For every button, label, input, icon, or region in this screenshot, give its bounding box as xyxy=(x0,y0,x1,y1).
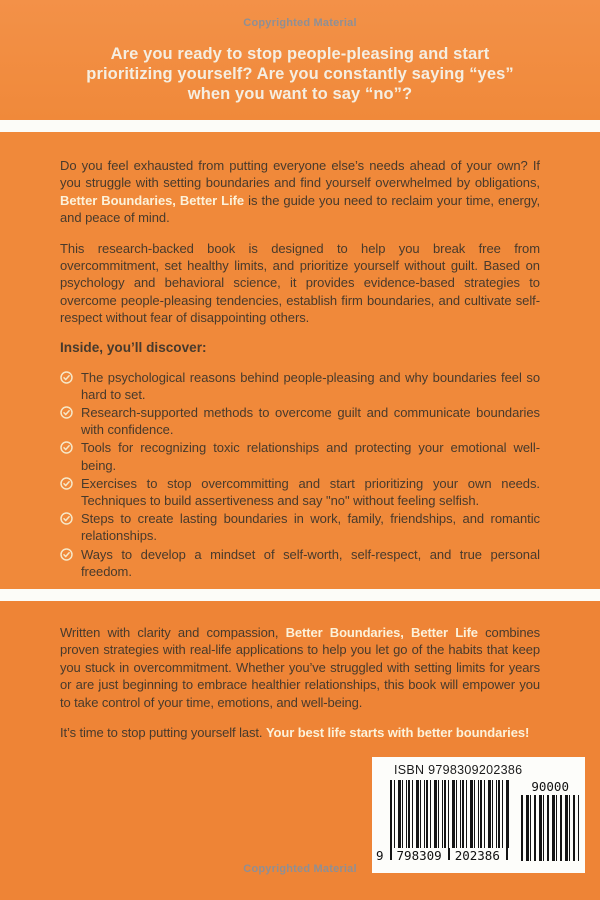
closing-paragraph-2 xyxy=(60,724,540,741)
discover-heading: Inside, you’ll discover: xyxy=(60,339,207,355)
paragraph-text: Do you feel exhausted from putting everyone else’s needs ahead of your own? If you struggle with setting boundaries and find yourself overwhelmed by obligations, xyxy=(60,158,540,191)
bullet-item xyxy=(60,546,540,580)
bullet-item xyxy=(60,475,540,509)
intro-paragraph-2 xyxy=(60,240,540,327)
paragraph-text: combines proven strategies with real-life applications to help you let go of the habits that keep you stuck in overcommitment. Whether you’ve struggled with setting limits for years or are just beginning to embrace healthier relationships, this book will empower you to take control of your time, emotions, and well-being. xyxy=(60,625,540,710)
isbn-label: ISBN 9798309202386 xyxy=(394,763,523,777)
barcode-digit-group-3: 202386 xyxy=(454,848,500,863)
bullet-item xyxy=(60,510,540,544)
copyright-bottom-label: Copyrighted Material xyxy=(243,863,357,875)
paragraph-text: Written with clarity and compassion, xyxy=(60,625,286,640)
headline-line-2: prioritizing yourself? Are you constantly saying “yes” xyxy=(86,65,514,83)
paragraph-text: This research-backed book is designed to help you break free from overcommitment, set healthy limits, and prioritize yourself without guilt. Based on psychology and behavioral science, it provides evidence-based strategies to overcome people-pleasing tendencies, establish firm boundaries, and cultivate self-respect without fear of disappointing others. xyxy=(60,240,540,326)
paragraph-text: is the guide you need to reclaim your time, energy, and peace of mind. xyxy=(60,192,541,226)
divider-band-bottom xyxy=(0,589,600,601)
circled-checkmark-icon xyxy=(60,475,73,509)
barcode-row xyxy=(376,780,579,863)
divider-band-top xyxy=(0,120,600,132)
headline xyxy=(0,44,600,104)
barcode-digit-group-1: 9 xyxy=(376,848,384,863)
bullet-item xyxy=(60,439,540,473)
middle-section xyxy=(0,132,600,589)
headline-line-3: when you want to say “no”? xyxy=(187,85,413,103)
top-section xyxy=(0,0,600,120)
circled-checkmark-icon xyxy=(60,404,73,438)
bullet-item xyxy=(60,404,540,438)
circled-checkmark-icon xyxy=(60,369,73,403)
bullet-text: Steps to create lasting boundaries in work, family, friendships, and romantic relationships. xyxy=(81,511,540,544)
circled-checkmark-icon xyxy=(60,546,73,580)
bullet-text: Exercises to stop overcommitting and start prioritizing your own needs. Techniques to build assertiveness and say "no" without feeling selfish. xyxy=(81,475,540,509)
copyright-top-label: Copyrighted Material xyxy=(243,17,357,29)
barcode-main xyxy=(376,780,509,863)
headline-line-1: Are you ready to stop people-pleasing and start xyxy=(110,45,490,63)
bullet-text: Research-supported methods to overcome guilt and communicate boundaries with confidence. xyxy=(81,405,540,438)
price-code: 90000 xyxy=(531,779,569,794)
circled-checkmark-icon xyxy=(60,510,73,544)
circled-checkmark-icon xyxy=(60,439,73,473)
barcode-main-bars xyxy=(390,780,509,848)
closing-paragraph-1 xyxy=(60,624,540,711)
barcode-supplement xyxy=(521,780,579,863)
barcode-digit-group-2: 798309 xyxy=(396,848,442,863)
barcode-panel xyxy=(372,757,585,873)
bullet-text: Ways to develop a mindset of self-worth, self-respect, and true personal freedom. xyxy=(81,546,540,579)
paragraph-text: It’s time to stop putting yourself last. xyxy=(60,725,266,741)
barcode-supplement-bars xyxy=(521,795,579,861)
bullet-text: The psychological reasons behind people-pleasing and why boundaries feel so hard to set. xyxy=(81,369,540,402)
bullet-text: Tools for recognizing toxic relationships and protecting your emotional well-being. xyxy=(81,440,540,473)
book-title-highlight: Better Boundaries, Better Life xyxy=(285,625,478,640)
book-title-highlight: Better Boundaries, Better Life xyxy=(60,192,245,208)
book-title-highlight: Your best life starts with better boundaries! xyxy=(265,725,530,741)
barcode-digits xyxy=(376,849,509,863)
intro-paragraph-1 xyxy=(60,157,540,227)
bullet-item xyxy=(60,369,540,403)
discover-bullet-list xyxy=(60,369,540,580)
